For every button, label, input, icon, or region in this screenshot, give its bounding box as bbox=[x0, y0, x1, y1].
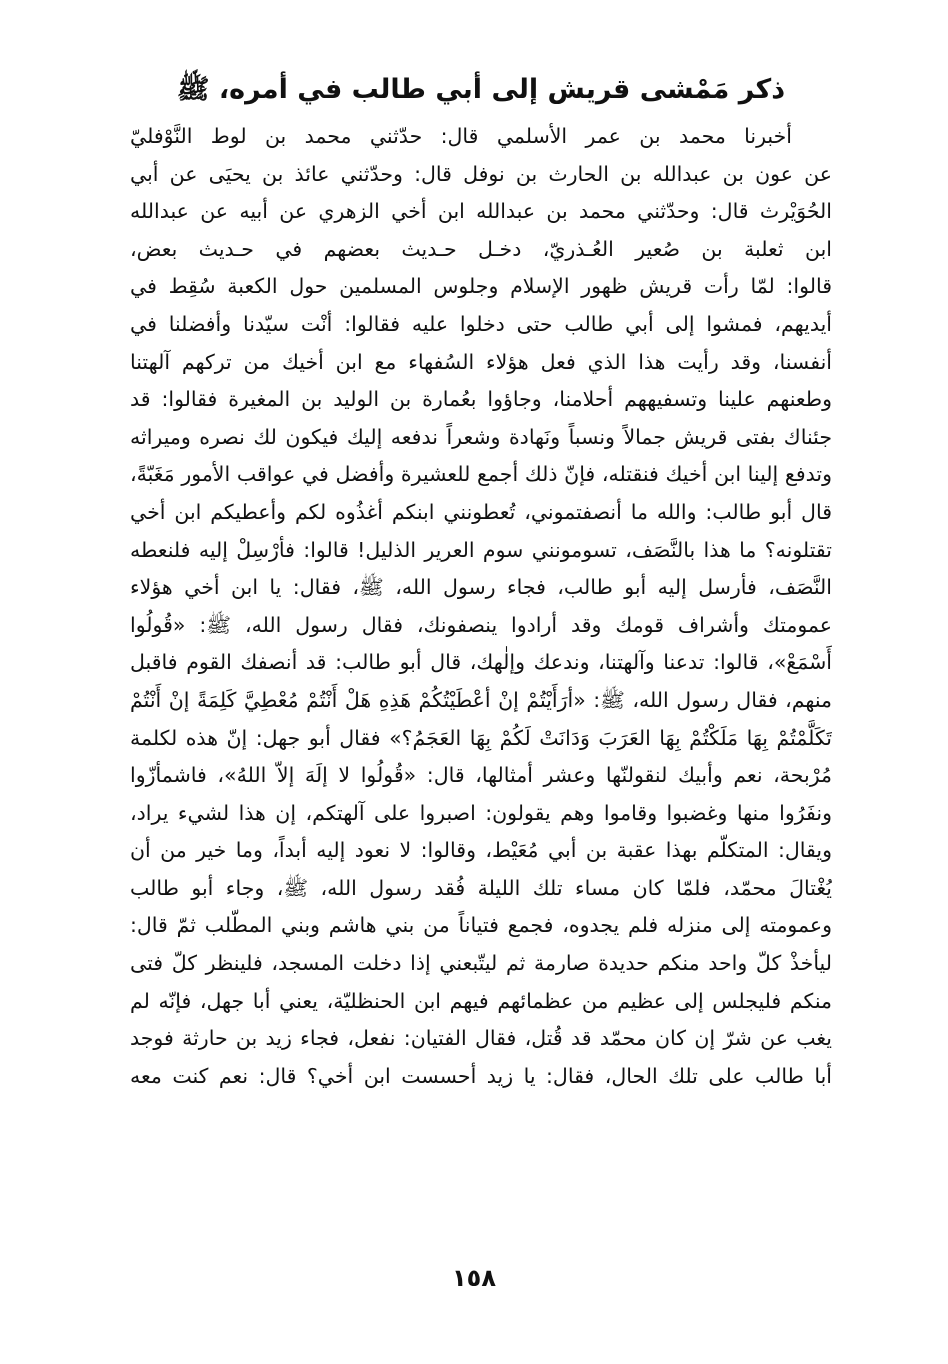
text-line: عمومتك وأشراف قومك وقد أرادوا ينصفونك، فقال رسول الله، ﷺ: «قُولُوا bbox=[130, 612, 832, 637]
text-line: منهم، فقال رسول الله، ﷺ: «أرَأَيْتُمْ إنْ أعْطَيْتُكُمْ هَذِهِ هَلْ أَنْتُمْ مُعْطِيَّ كَلِمَةً إنْ أَنْتُمْ bbox=[130, 687, 832, 712]
text-line: منكم فليجلس إلى عظيم من عظمائهم فيهم ابن الحنظليّة، يعني أبا جهل، فإنّه لم bbox=[130, 988, 832, 1013]
text-line: جئناك بفتى قريش جمالاً ونسباً ونَهادة وشعراً ندفعه إليك فيكون لك نصره وميراثه bbox=[130, 424, 832, 449]
text-line: أيديهم، فمشوا إلى أبي طالب حتى دخلوا عليه فقالوا: أنْت سيّدنا وأفضلنا في bbox=[130, 311, 832, 336]
text-line: عن عون بن عبدالله بن الحارث بن نوفل قال: وحدّثني عائذ بن يحيَى عن أبي bbox=[130, 161, 832, 186]
text-line: أَسْمَعْ»، قالوا: تدعنا وآلهتنا، وندعك وإلٰهك، قال أبو طالب: قد أنصفك القوم فاقبل bbox=[130, 650, 832, 675]
text-line: ابن ثعلبة بن صُعير العُـذريّ، دخـل حـديث بعضهم في حـديث بعض، bbox=[130, 236, 832, 261]
page-heading: ذكر مَمْشى قريش إلى أبي طالب في أمره، ﷺ bbox=[176, 74, 786, 105]
text-line: وتدفع إلينا ابن أخيك فنقتله، فإنّ ذلك أجمع للعشيرة وأفضل في عواقب الأمور مَغَبّةً، bbox=[130, 462, 832, 487]
text-line: وطعنهم علينا وتسفيههم أحلامنا، وجاؤوا بعُمارة بن الوليد بن المغيرة فقالوا: قد bbox=[130, 387, 832, 412]
page-text-block bbox=[130, 62, 832, 1095]
text-line: يغب عن شرّ إن كان محمّد قد قُتل، فقال الفتيان: نفعل، فجاء زيد بن حارثة فوجد bbox=[130, 1026, 832, 1051]
text-line: قالوا: لمّا رأت قريش ظهور الإسلام وجلوس المسلمين حول الكعبة سُقِط في bbox=[130, 274, 832, 299]
text-line: قال أبو طالب: والله ما أنصفتموني، تُعطونني ابنكم أغذُوه لكم وأعطيكم ابن أخي bbox=[130, 499, 832, 524]
text-line: أنفسنا، وقد رأيت هذا الذي فعل هؤلاء السُفهاء مع ابن أخيك من تركهم آلهتنا bbox=[130, 349, 832, 374]
text-line: ونفَرُوا منها وغضبوا وقاموا وهم يقولون: اصبروا على آلهتكم، إن هذا لشيء يراد، bbox=[130, 800, 832, 825]
text-line: مُرْبحة، نعم وأبيك لنقولنّها وعشر أمثالها، قال: «قُولُوا لا إلَهَ إلاّ اللهُ»، فاشمأزّوا bbox=[130, 763, 832, 788]
text-line: ويقال: المتكلّم بهذا عقبة بن أبي مُعَيْط، وقالوا: لا نعود إليه أبداً، وما خير من أن bbox=[130, 838, 832, 863]
text-line: يُغْتالَ محمّد، فلمّا كان مساء تلك الليلة فُقد رسول الله، ﷺ، وجاء أبو طالب bbox=[130, 875, 832, 900]
body-text bbox=[130, 118, 832, 1095]
text-line: وعمومته إلى منزله فلم يجدوه، فجمع فتياناً من بني هاشم وبني المطّلب ثمّ قال: bbox=[130, 913, 832, 938]
text-line: ليأخذْ كلّ واحد منكم حديدة صارمة ثم ليتّبعني إذا دخلت المسجد، فلينظر كلّ فتى bbox=[130, 951, 832, 976]
text-line: تَكَلَّمْتُمْ بِهَا مَلَكْتُمْ بِهَا العَرَبَ وَدَانَتْ لَكُمْ بِهَا العَجَمُ؟» فقال أبو جهل: إنّ هذه لكلمة bbox=[130, 725, 832, 750]
page-number: ١٥٨ bbox=[452, 1264, 496, 1292]
text-line: النَّصَف، فأرسل إليه أبو طالب، فجاء رسول الله، ﷺ، فقال: يا ابن أخي هؤلاء bbox=[130, 575, 832, 600]
text-line: أبا طالب على تلك الحال، فقال: يا زيد أحسست ابن أخي؟ قال: نعم كنت معه bbox=[130, 1063, 832, 1088]
text-line: تقتلونه؟ ما هذا بالنَّصَف، تسومونني سوم العرير الذليل! قالوا: فأرْسِلْ إليه فلنعطه bbox=[130, 537, 832, 562]
text-line: أخبرنا محمد بن عمر الأسلمي قال: حدّثني محمد بن لوط النَّوْفليّ bbox=[130, 124, 792, 148]
text-line: الحُوَيْرث قال: وحدّثني محمد بن عبدالله ابن أخي الزهري عن أبيه عن عبدالله bbox=[130, 199, 832, 224]
